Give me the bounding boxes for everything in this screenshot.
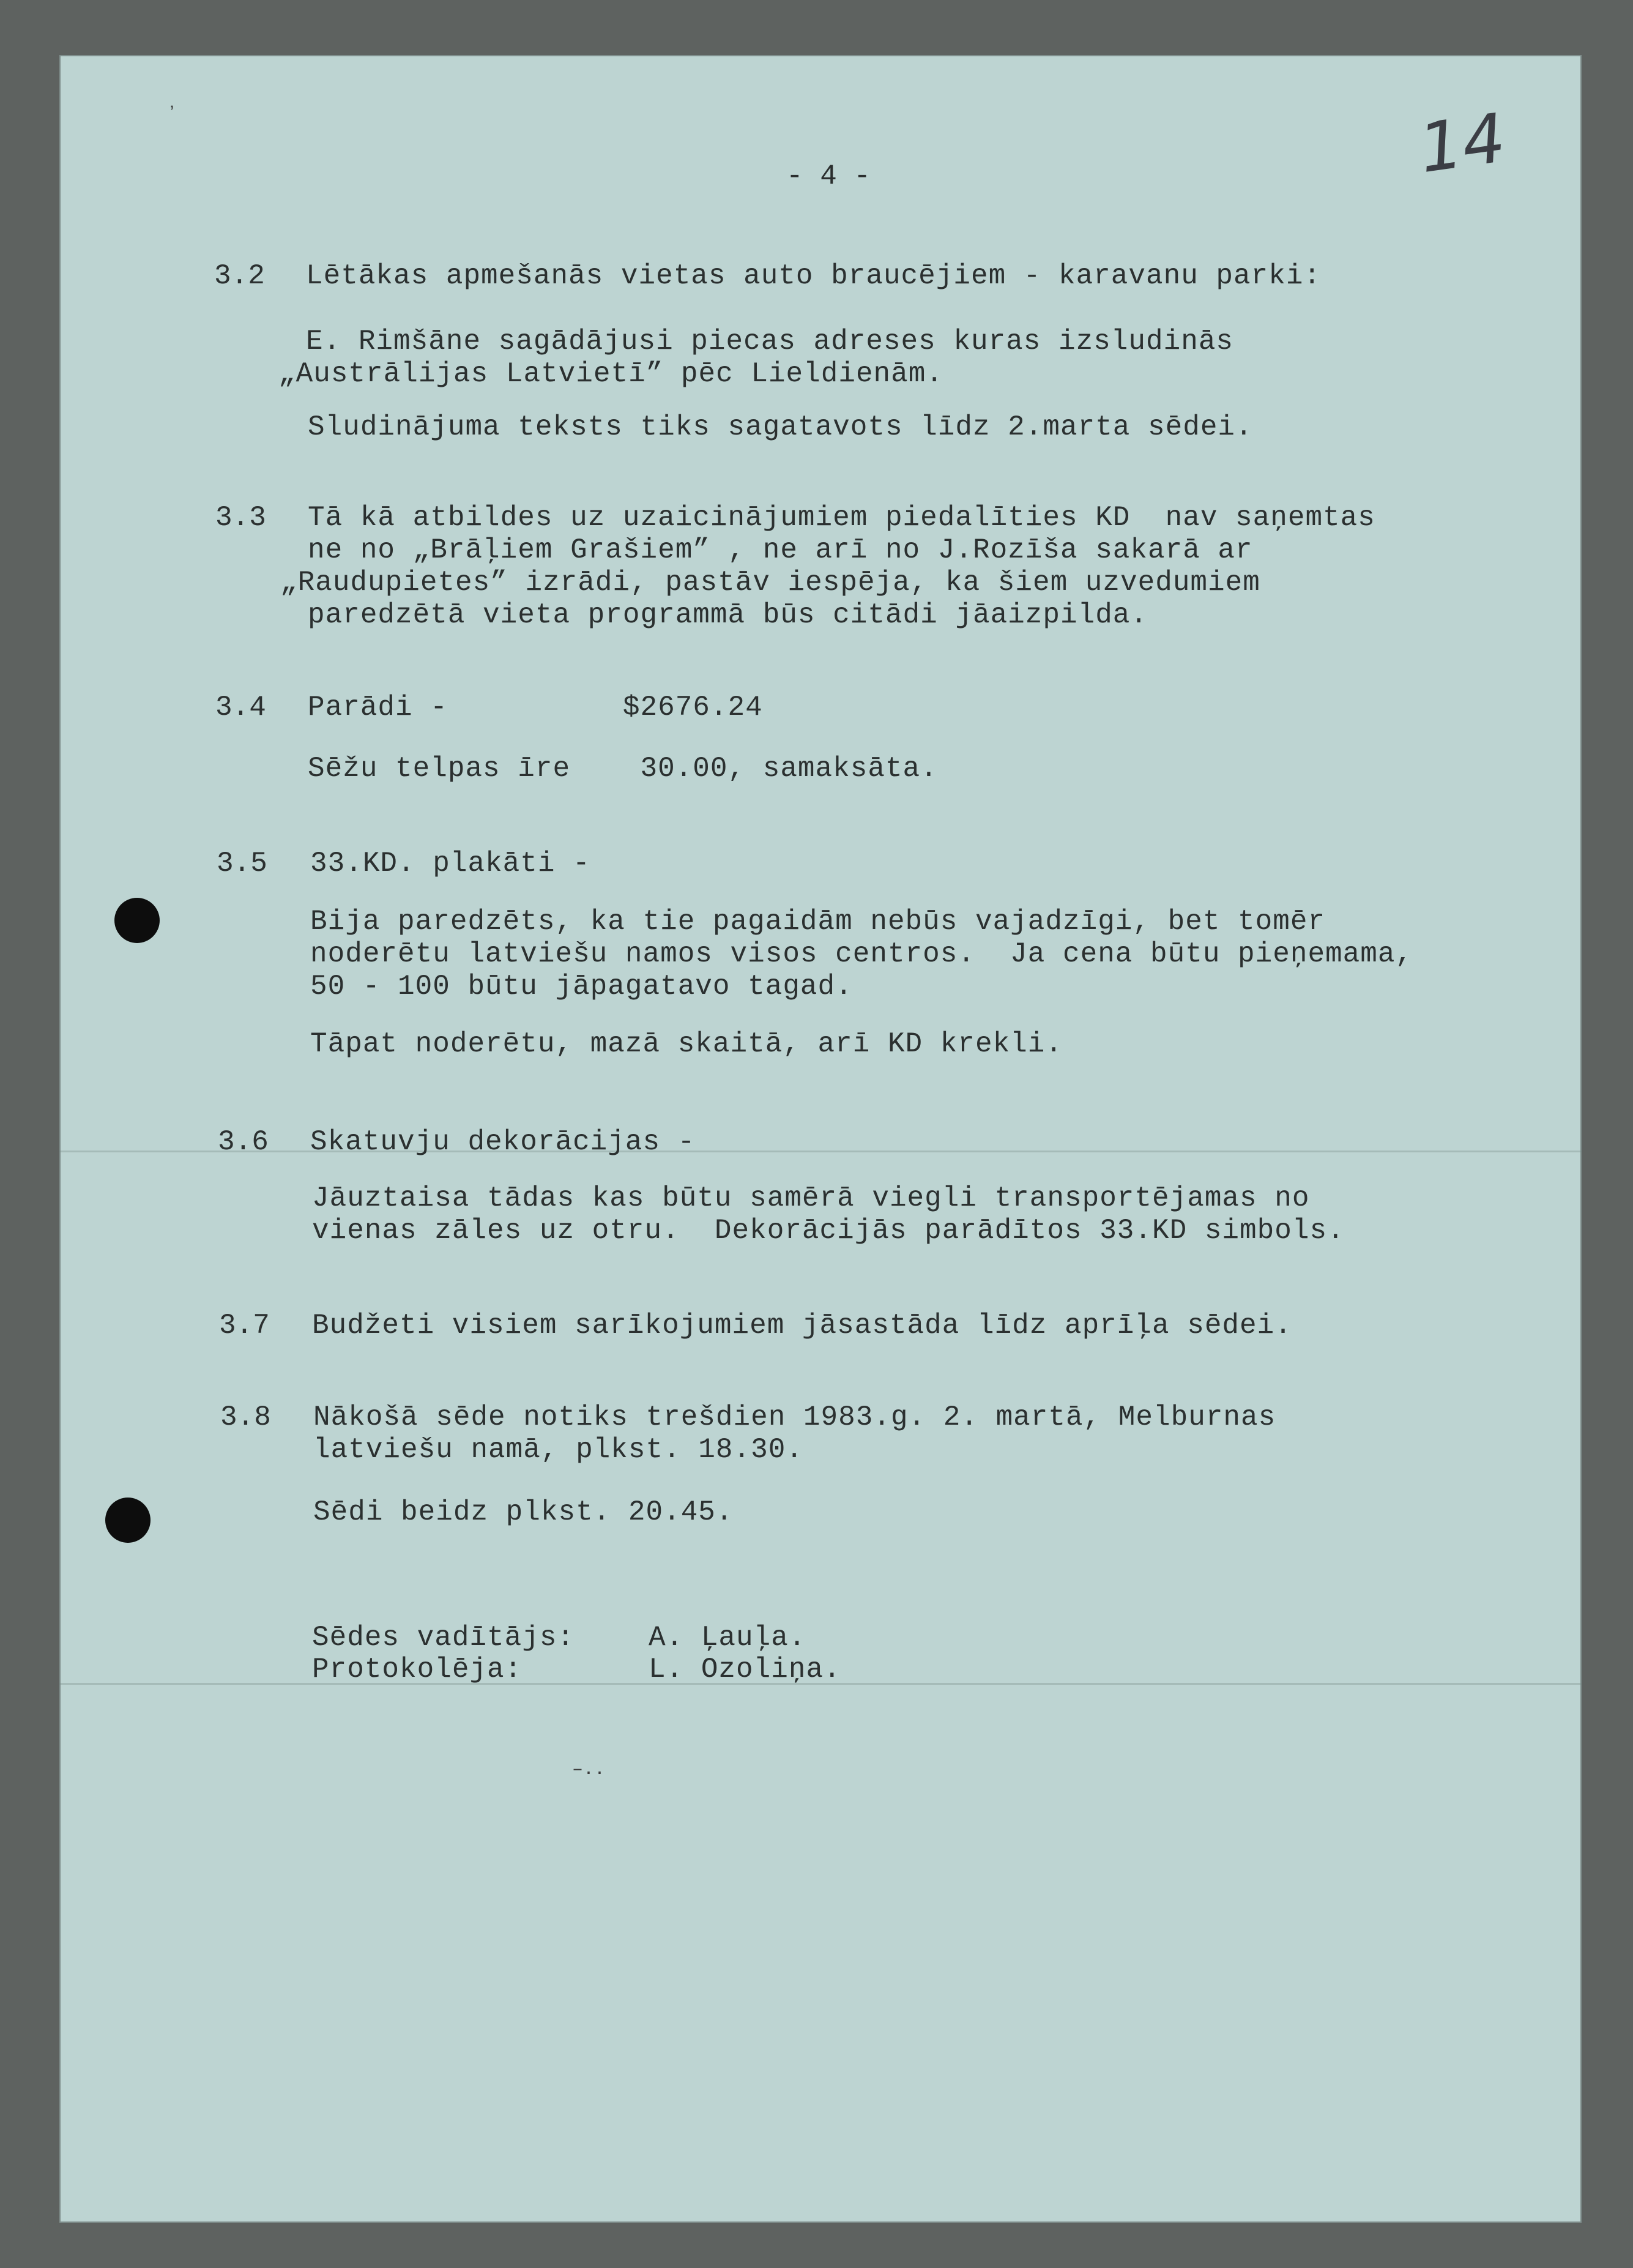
text-line: latviešu namā, plkst. 18.30. [313,1434,803,1466]
text-line: Nākošā sēde notiks trešdien 1983.g. 2. martā, Melburnas [313,1401,1276,1433]
text-line: E. Rimšāne sagādājusi piecas adreses kuras izsludinās [306,326,1234,357]
section-number: 3.5 [217,848,267,879]
section-number: 3.8 [220,1401,271,1433]
signature-name: A. Ļauļa. [649,1622,806,1654]
section-number: 3.6 [218,1126,269,1158]
text-line: 50 - 100 būtu jāpagatavo tagad. [310,971,853,1002]
text-line: ne no „Brāļiem Grašiem” , ne arī no J.Rozīša sakarā ar [308,534,1253,566]
punch-hole [114,898,160,943]
handwritten-page-number: 14 [1414,98,1511,188]
text-line: Parādi - $2676.24 [308,692,763,723]
text-line: Bija paredzēts, ka tie pagaidām nebūs vajadzīgi, bet tomēr [310,906,1326,938]
text-line: Tā kā atbildes uz uzaicinājumiem piedalīties KD nav saņemtas [308,502,1375,534]
text-line: vienas zāles uz otru. Dekorācijās parādītos 33.KD simbols. [312,1215,1345,1247]
text-line: Skatuvju dekorācijas - [310,1126,696,1158]
text-line: Budžeti visiem sarīkojumiem jāsastāda līdz aprīļa sēdei. [312,1310,1292,1341]
text-line: Lētākas apmešanās vietas auto braucējiem - karavanu parki: [306,260,1322,292]
text-line: Tāpat noderētu, mazā skaitā, arī KD krekli. [310,1028,1063,1060]
section-number: 3.3 [215,502,266,534]
section-number: 3.7 [219,1310,270,1341]
signature-name: L. Ozoliņa. [649,1654,841,1685]
section-number: 3.2 [214,260,265,292]
text-line: paredzētā vieta programmā būs citādi jāaizpilda. [308,599,1148,631]
paper-mark: ʼ [166,104,178,125]
section-number: 3.4 [215,692,266,723]
signature-role: Sēdes vadītājs: [312,1622,575,1654]
paper-mark: –.. [572,1759,606,1780]
text-line: Sēdi beidz plkst. 20.45. [313,1496,734,1528]
text-line: noderētu latviešu namos visos centros. Ja cena būtu pieņemama, [310,938,1413,970]
text-line: „Austrālijas Latvietī” pēc Lieldienām. [278,358,943,390]
page-number: - 4 - [786,160,871,192]
text-line: „Raudupietes” izrādi, pastāv iespēja, ka šiem uzvedumiem [280,567,1260,599]
paper-fold [59,1151,1582,1152]
signature-role: Protokolēja: [312,1654,523,1685]
text-line: Jāuztaisa tādas kas būtu samērā viegli transportējamas no [312,1182,1310,1214]
punch-hole [105,1498,151,1543]
text-line: Sēžu telpas īre 30.00, samaksāta. [308,753,938,785]
text-line: Sludinājuma teksts tiks sagatavots līdz 2.marta sēdei. [308,411,1253,443]
text-line: 33.KD. plakāti - [310,848,590,879]
